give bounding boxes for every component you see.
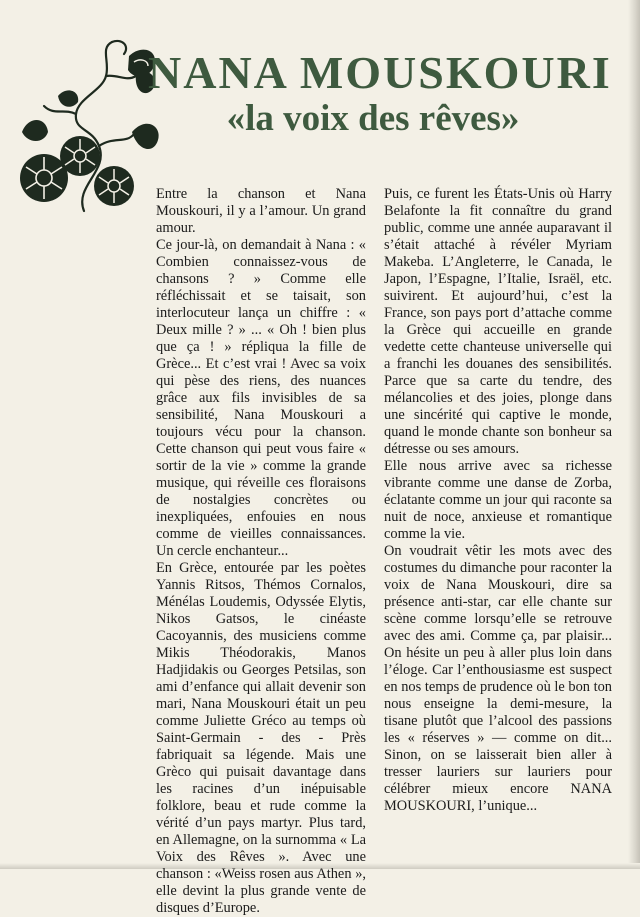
paragraph: Puis, ce furent les États-Unis où Harry Belafonte la fit connaître du grand public, comme une année auparavant il s’était attaché à révéler Myriam Makeba. L’Angleterre, le Canada, le Japon, l’Espagne, l’Italie, Israël, etc. suivirent. Et aujourd’hui, c’est la France, son pays port d’attache comme la Grèce qui accueille en grande vedette cette chanteuse universelle qui a franchi les douanes des sensibilités. Parce que sa carte du tendre, des mélancolies et des joies, plonge dans une sincérité qui captive le monde, quand le monde chante son bonheur sa détresse ou ses amours.: [384, 186, 612, 457]
paragraph: Ce jour-là, on demandait à Nana : « Combien connaissez-vous de chansons ? » Comme elle réfléchissait et se taisait, son interlocuteur lança un chiffre : « Deux mille ? » ... « Oh ! bien plus que ça ! » répliqua la fille de Grèce... Et c’est vrai ! Avec sa voix qui pèse des riens, des nuances grâce aux fils invisibles de sa sensibilité, Nana Mouskouri a toujours vécu pour la chanson. Cette chanson qui peut vous faire « sortir de la vie » comme la grande musique, qui réveille ces floraisons de nostalgies concrètes ou inexpliquées, enfouies en nous comme de vieilles connaissances. Un cercle enchanteur...: [156, 237, 366, 559]
article-column-left: [156, 186, 366, 917]
morning-glory-flower-ornament-icon: [14, 36, 164, 216]
article-column-right: [384, 186, 612, 815]
page-edge: [628, 0, 640, 869]
paragraph: On voudrait vêtir les mots avec des costumes du dimanche pour raconter la voix de Nana Mouskouri, dire sa présence anti-star, car elle chante sur scène comme lorsqu’elle se retrouve avec des ami. Comme ça, par plaisir... On hésite un peu à aller plus loin dans l’éloge. Car l’enthousiasme est suspect en nos temps de prudence où le bon ton nous enseigne la demi-mesure, la tisane plutôt que l’alcool des passions les « réserves » — comme on dit... Sinon, on se laisserait bien aller à tresser lauriers sur lauriers pour célébrer mieux encore NANA MOUSKOURI, l’unique...: [384, 543, 612, 814]
paragraph: En Grèce, entourée par les poètes Yannis Ritsos, Thémos Cornalos, Ménélas Loudemis, Odyssée Elytis, Nikos Gatsos, le cinéaste Cacoyannis, des musiciens comme Mikis Théodorakis, Manos Hadjidakis ou Georges Petsilas, son ami d’enfance qui allait devenir son mari, Nana Mouskouri était un peu comme Juliette Gréco au temps où Saint-Germain - des - Près fabriquait sa légende. Mais une Grèco qui puisait davantage dans les racines d’un inépuisable folklore, beau et rude comme la vérité d’un pays martyr. Plus tard, en Allemagne, on la surnomma « La Voix des Rêves ». Avec une chanson : «Weiss rosen aus Athen », elle devint la plus grande vente de disques d’Europe.: [156, 560, 366, 916]
page-title: NANA MOUSKOURI: [148, 47, 612, 98]
paragraph: Elle nous arrive avec sa richesse vibrante comme une danse de Zorba, éclatante comme un jour qui raconte sa nuit de noce, anxieuse et romantique comme la vie.: [384, 458, 612, 542]
paragraph: Entre la chanson et Nana Mouskouri, il y a l’amour. Un grand amour.: [156, 186, 366, 236]
page-subtitle: «la voix des rêves»: [226, 98, 520, 139]
